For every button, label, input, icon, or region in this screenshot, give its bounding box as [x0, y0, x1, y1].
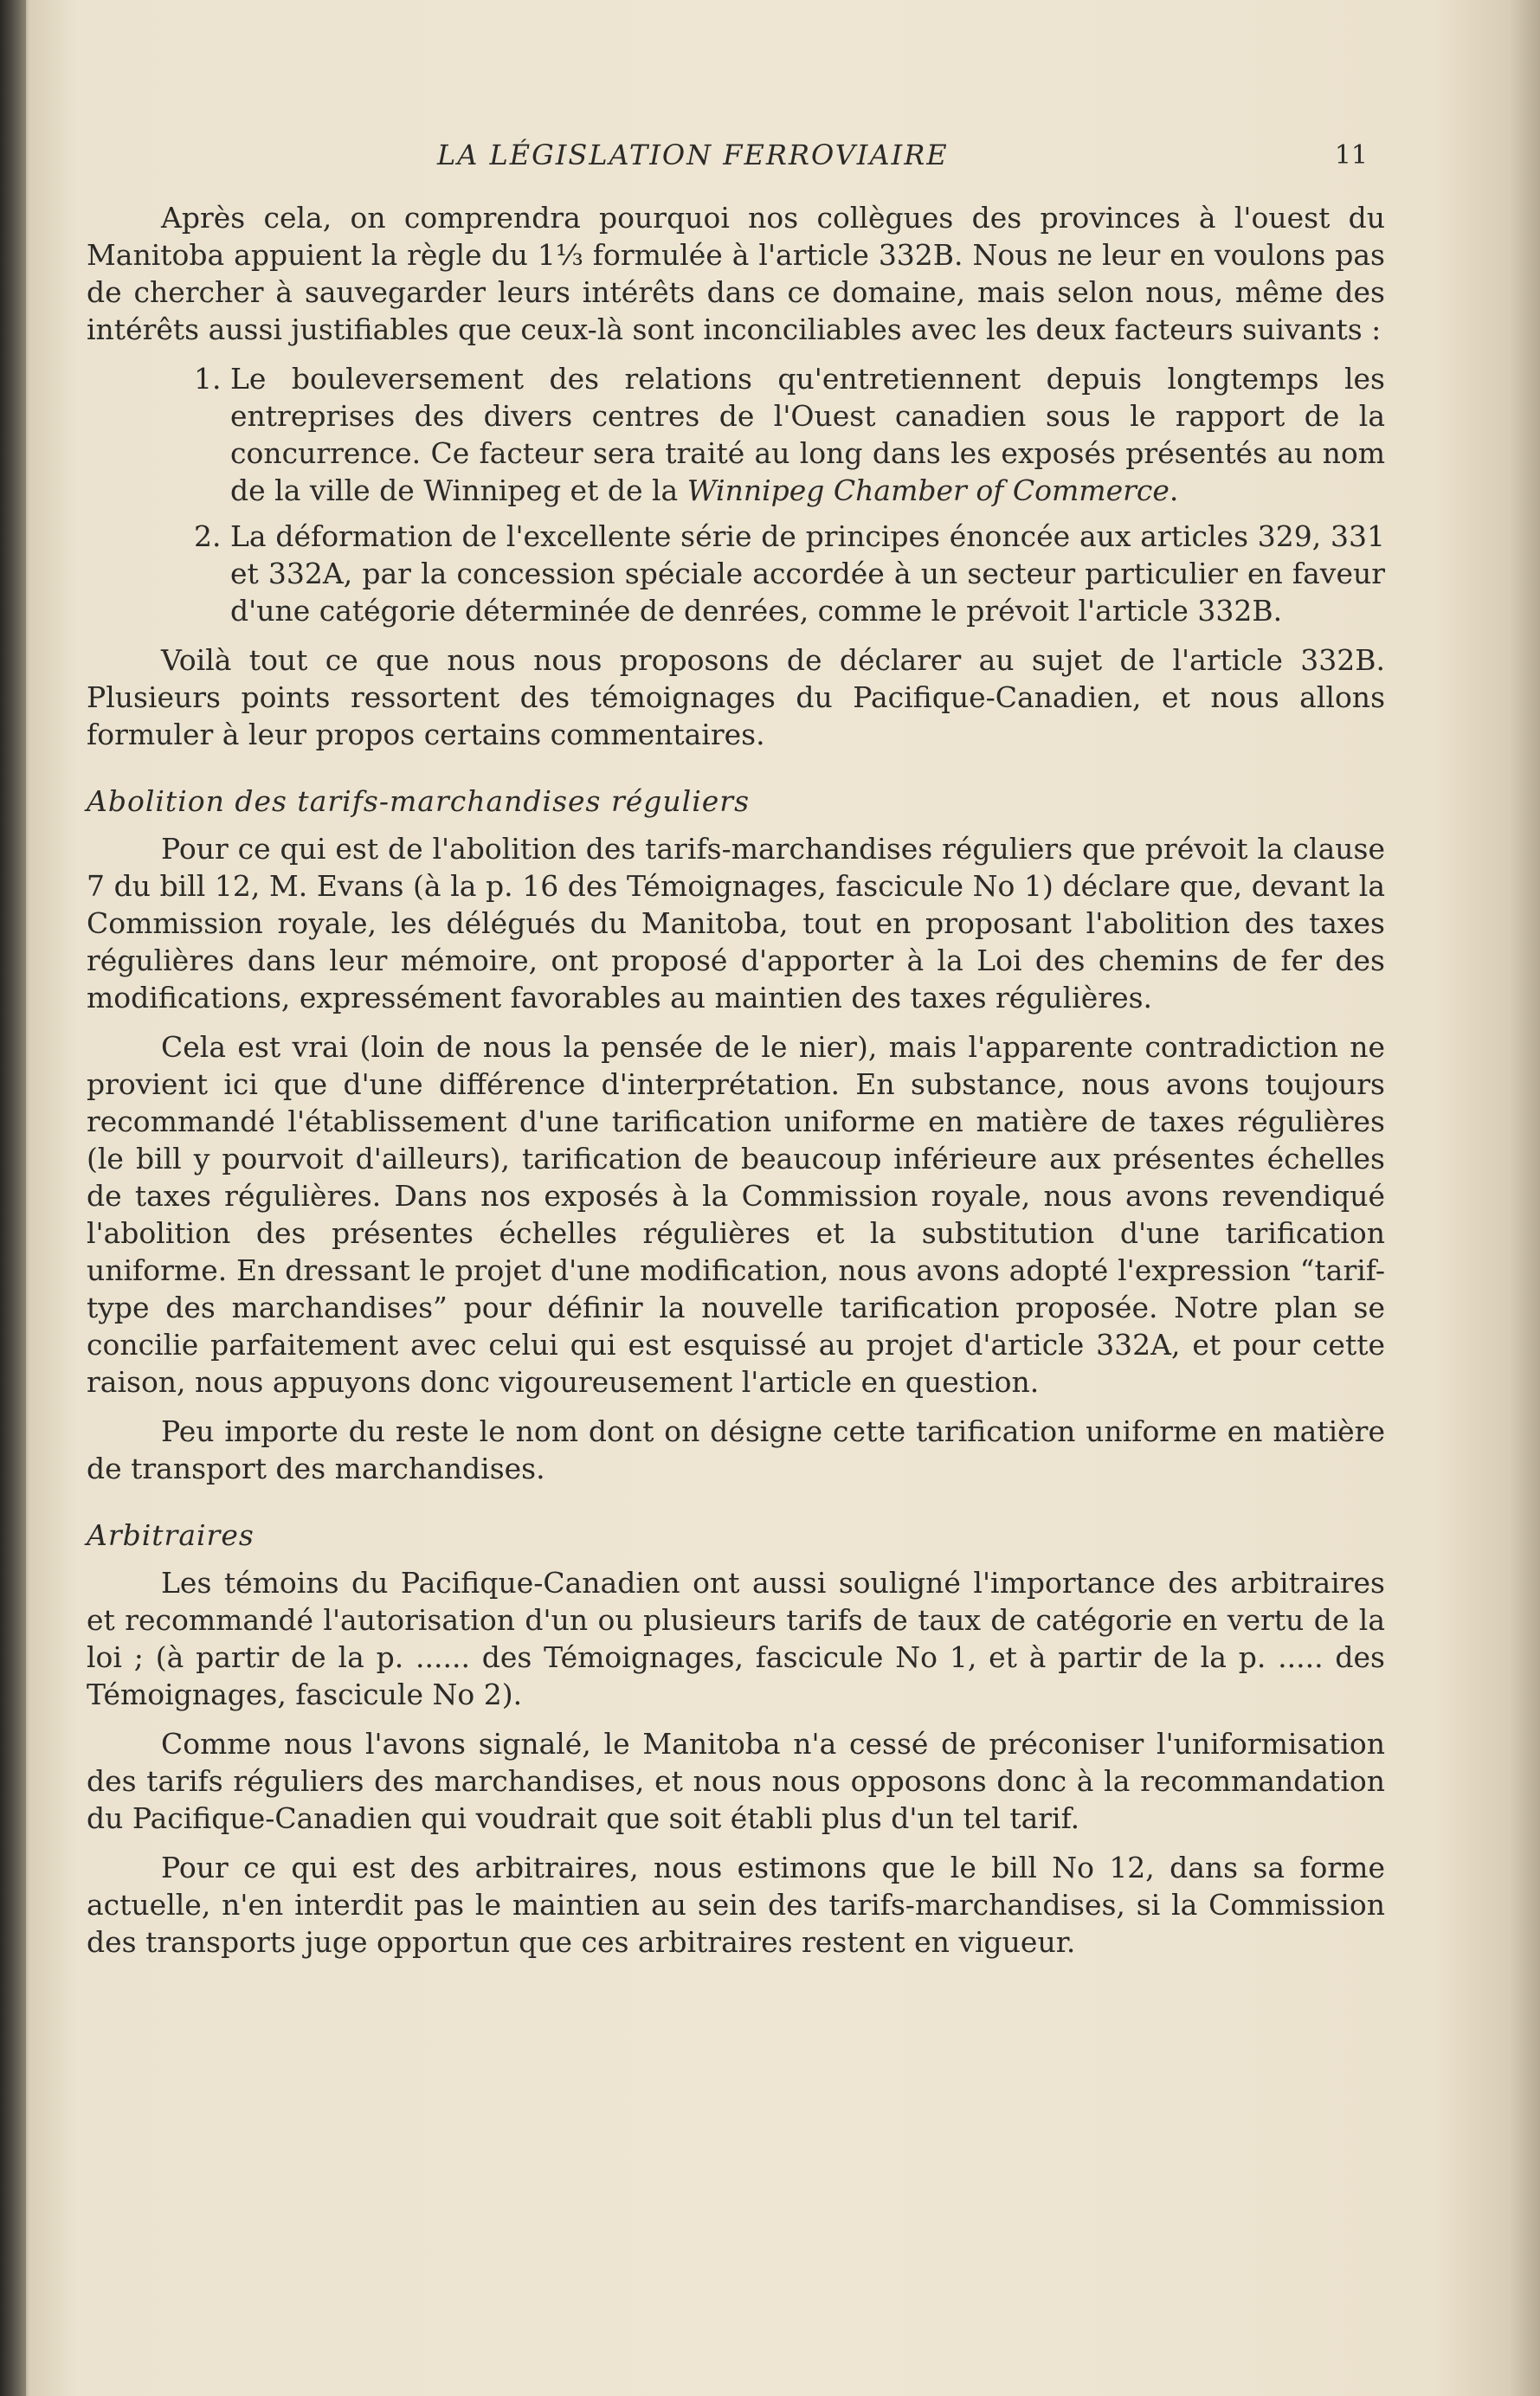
- arbitraires-paragraph-2: Comme nous l'avons signalé, le Manitoba n'a cessé de préconiser l'uniformisation des tarifs réguliers des marchandises, et nous nous opposons donc à la recommandation du Pacifique-Canadien qui voudrait que soit établi plus d'un tel tarif.: [87, 1727, 1385, 1835]
- factor-item-2-text: La déformation de l'excellente série de principes énoncée aux articles 329, 331 et 332A, par la concession spéciale accordée à un secteur particulier en faveur d'une catégorie déterminée de denrées, comme le prévoit l'article 332B.: [230, 519, 1385, 628]
- abolition-paragraph-1: Pour ce qui est de l'abolition des tarifs-marchandises réguliers que prévoit la clause 7 du bill 12, M. Evans (à la p. 16 des Témoignages, fascicule No 1) déclare que, devant la Commission royale, les délégués du Manitoba, tout en proposant l'abolition des taxes régulières dans leur mémoire, ont proposé d'apporter à la Loi des chemins de fer des modifications, expressément favorables au maintien des taxes régulières.: [87, 832, 1385, 1014]
- factor-item-1-text: Le bouleversement des relations qu'entretiennent depuis longtemps les entreprises des divers centres de l'Ouest canadien sous le rapport de la concurrence. Ce facteur sera traité au long dans les exposés présentés au nom de la ville de Winnipeg et de la: [230, 362, 1385, 507]
- page-text-area: [87, 130, 1385, 1973]
- running-title: LA LÉGISLATION FERROVIAIRE: [437, 138, 949, 171]
- page-header: [87, 130, 1385, 178]
- factor-item-1-end: .: [1169, 473, 1179, 507]
- page-number: 11: [1334, 140, 1368, 171]
- arbitraires-paragraph-3: Pour ce qui est des arbitraires, nous estimons que le bill No 12, dans sa forme actuelle, n'en interdit pas le maintien au sein des tarifs-marchandises, si la Commission des transports juge opportun que ces arbitraires restent en vigueur.: [87, 1851, 1385, 1959]
- section-heading-arbitraires: Arbitraires: [87, 1518, 255, 1552]
- factor-item-2: [230, 518, 1385, 629]
- factor-item-1-italic: Winnipeg Chamber of Commerce: [686, 473, 1169, 507]
- after-list-paragraph: Voilà tout ce que nous nous proposons de déclarer au sujet de l'article 332B. Plusieurs points ressortent des témoignages du Pacifique-Canadien, et nous allons formuler à leur propos certains commentaires.: [87, 643, 1385, 751]
- factors-list: [87, 360, 1385, 629]
- book-spine-shadow: [0, 0, 26, 2396]
- abolition-paragraph-2: Cela est vrai (loin de nous la pensée de le nier), mais l'apparente contradiction ne provient ici que d'une différence d'interprétation. En substance, nous avons toujours recommandé l'établissement d'une tarification uniforme en matière de taxes régulières (le bill y pourvoit d'ailleurs), tarification de beaucoup inférieure aux présentes échelles de taxes régulières. Dans nos exposés à la Commission royale, nous avons revendiqué l'abolition des présentes échelles régulières et la substitution d'une tarification uniforme. En dressant le projet d'une modification, nous avons adopté l'expression “tarif-type des marchandises” pour définir la nouvelle tarification proposée. Notre plan se concilie parfaitement avec celui qui est esquissé au projet d'article 332A, et pour cette raison, nous appuyons donc vigoureusement l'article en question.: [87, 1030, 1385, 1399]
- section-heading-abolition: Abolition des tarifs-marchandises réguliers: [87, 784, 751, 818]
- factor-item-1: [230, 360, 1385, 509]
- intro-paragraph: Après cela, on comprendra pourquoi nos collègues des provinces à l'ouest du Manitoba appuient la règle du 1⅓ formulée à l'article 332B. Nous ne leur en voulons pas de chercher à sauvegarder leurs intérêts dans ce domaine, mais selon nous, même des intérêts aussi justifiables que ceux-là sont inconciliables avec les deux facteurs suivants :: [87, 201, 1385, 346]
- abolition-paragraph-3: Peu importe du reste le nom dont on désigne cette tarification uniforme en matière de transport des marchandises.: [87, 1414, 1385, 1485]
- arbitraires-paragraph-1: Les témoins du Pacifique-Canadien ont aussi souligné l'importance des arbitraires et recommandé l'autorisation d'un ou plusieurs tarifs de taux de catégorie en vertu de la loi ; (à partir de la p. ...... des Témoignages, fascicule No 1, et à partir de la p. ..... des Témoignages, fascicule No 2).: [87, 1566, 1385, 1711]
